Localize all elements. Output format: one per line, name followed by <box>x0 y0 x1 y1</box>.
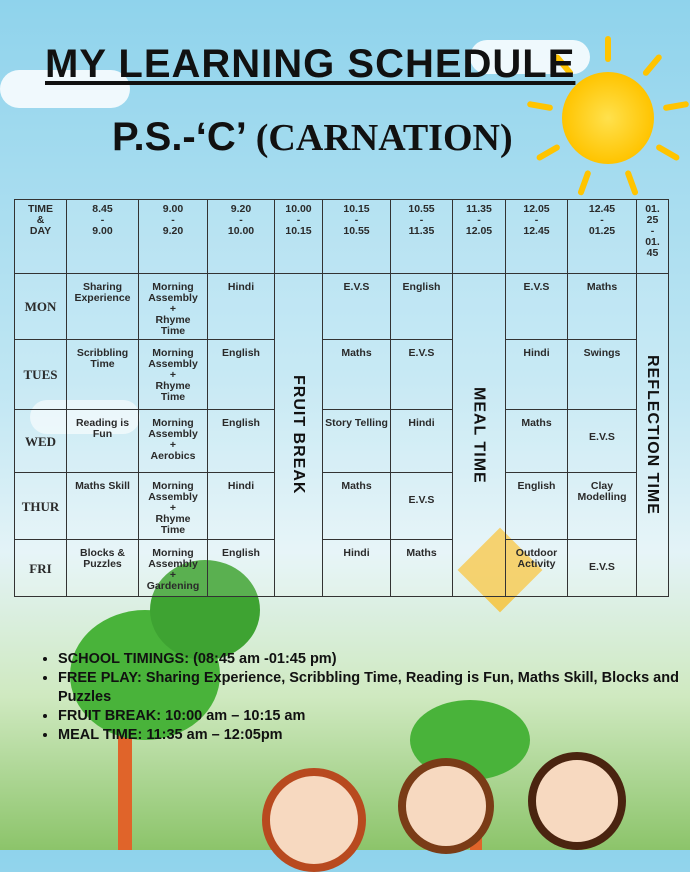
table-cell: E.V.S <box>568 540 637 597</box>
time-slot <box>453 200 506 274</box>
table-cell: E.V.S <box>568 410 637 473</box>
time-start: 10.00 <box>285 203 312 215</box>
note-item: • FRUIT BREAK: 10:00 am – 10:15 am <box>58 707 690 726</box>
table-cell: English <box>391 274 453 340</box>
cell-line: + <box>169 439 177 451</box>
day-label: FRI <box>15 540 67 597</box>
day-label: THUR <box>15 473 67 540</box>
table-cell: E.V.S <box>391 473 453 540</box>
time-dash: - <box>171 214 175 226</box>
cell-line: Rhyme <box>155 314 191 326</box>
table-cell: Maths <box>568 274 637 340</box>
table-cell: English <box>208 410 275 473</box>
time-start: 25 <box>646 214 659 226</box>
reflection-time-label: REFLECTION TIME <box>644 355 661 515</box>
header-corner <box>15 200 67 274</box>
table-row <box>15 473 669 540</box>
header-text: & <box>36 214 45 226</box>
header-text: TIME <box>27 203 54 215</box>
table-cell <box>139 410 208 473</box>
table-cell: English <box>208 540 275 597</box>
cell-line: Morning <box>152 281 194 293</box>
cell-line: Assembly <box>148 358 198 370</box>
fruit-break-cell <box>275 274 323 597</box>
notes-list <box>38 650 690 745</box>
header-text: DAY <box>29 225 52 237</box>
time-slot <box>67 200 139 274</box>
time-end: 10.55 <box>343 225 370 237</box>
cell-line: Morning <box>152 547 194 559</box>
table-cell: Outdoor Activity <box>506 540 568 597</box>
table-cell <box>139 274 208 340</box>
time-dash: - <box>239 214 243 226</box>
fruit-break-label: FRUIT BREAK <box>290 375 307 495</box>
time-end: 10.00 <box>227 225 255 237</box>
time-start: 9.20 <box>230 203 252 215</box>
table-row <box>15 410 669 473</box>
time-end: 9.00 <box>92 225 113 237</box>
time-end: 12.05 <box>465 225 493 237</box>
table-row <box>15 274 669 340</box>
time-dash: - <box>354 214 359 226</box>
table-cell: Hindi <box>208 274 275 340</box>
cell-line: Rhyme <box>155 513 191 525</box>
time-end: 10.15 <box>285 225 312 237</box>
cell-line: Assembly <box>148 558 198 570</box>
time-slot <box>568 200 637 274</box>
time-slot <box>637 200 669 274</box>
table-cell <box>139 340 208 410</box>
time-dash: - <box>600 214 604 226</box>
cell-line: Morning <box>152 417 194 429</box>
table-cell: E.V.S <box>506 274 568 340</box>
table-cell: Hindi <box>208 473 275 540</box>
table-cell <box>139 473 208 540</box>
class-prefix: P.S.-‘C’ <box>112 115 256 159</box>
time-dash: - <box>650 225 655 237</box>
page-title: MY LEARNING SCHEDULE <box>45 42 576 86</box>
schedule-table <box>14 199 669 597</box>
class-title <box>112 115 513 160</box>
time-end: 11.35 <box>408 225 435 237</box>
table-cell: Hindi <box>323 540 391 597</box>
cell-line: Assembly <box>148 428 198 440</box>
cell-line: Aerobics <box>150 450 196 462</box>
table-cell: Hindi <box>506 340 568 410</box>
time-start: 11.35 <box>466 203 492 215</box>
time-start: 10.15 <box>343 203 370 215</box>
cell-line: Morning <box>152 347 194 359</box>
cell-line: Gardening <box>146 580 200 592</box>
table-cell: Scribbling Time <box>67 340 139 410</box>
time-slot <box>139 200 208 274</box>
time-start: 12.05 <box>523 203 550 215</box>
cell-line: Assembly <box>148 292 198 304</box>
table-cell: Reading is Fun <box>67 410 139 473</box>
cell-line: + <box>169 569 177 581</box>
note-item: • FREE PLAY: Sharing Experience, Scribbling Time, Reading is Fun, Maths Skill, Blocks and Puzzles <box>58 669 690 707</box>
time-start: 9.00 <box>162 203 184 215</box>
table-cell: Maths <box>506 410 568 473</box>
day-label: WED <box>15 410 67 473</box>
cell-line: Time <box>160 325 186 337</box>
time-start: 8.45 <box>92 203 113 215</box>
class-name: (CARNATION) <box>255 117 513 159</box>
sun-icon <box>562 72 654 164</box>
time-end: 01. <box>645 236 660 248</box>
cell-line: + <box>169 502 177 514</box>
time-start: 12.45 <box>588 203 616 215</box>
time-slot <box>208 200 275 274</box>
reflection-time-cell <box>637 274 669 597</box>
table-row <box>15 540 669 597</box>
table-cell <box>139 540 208 597</box>
table-cell: Maths <box>323 473 391 540</box>
table-cell: Blocks & Puzzles <box>67 540 139 597</box>
table-cell: Hindi <box>391 410 453 473</box>
time-slot <box>323 200 391 274</box>
table-cell: English <box>208 340 275 410</box>
time-end: 01.25 <box>588 225 616 237</box>
time-end: 12.45 <box>523 225 550 237</box>
girl-illustration <box>528 752 626 850</box>
day-label: MON <box>15 274 67 340</box>
time-end: 9.20 <box>162 225 184 237</box>
table-cell: Sharing Experience <box>67 274 139 340</box>
table-cell: Clay Modelling <box>568 473 637 540</box>
cell-line: Morning <box>152 480 194 492</box>
boy-illustration <box>398 758 494 854</box>
time-end: 45 <box>646 247 659 259</box>
time-slot <box>275 200 323 274</box>
cell-line: Assembly <box>148 491 198 503</box>
time-start: 01. <box>645 203 660 215</box>
cell-line: Rhyme <box>155 380 191 392</box>
girl-illustration <box>262 768 366 872</box>
time-dash: - <box>296 214 301 226</box>
cell-line: + <box>169 369 177 381</box>
meal-time-cell <box>453 274 506 597</box>
note-item: • SCHOOL TIMINGS: (08:45 am -01:45 pm) <box>58 650 690 669</box>
time-start: 10.55 <box>408 203 435 215</box>
cell-line: Time <box>160 524 186 536</box>
time-slot <box>506 200 568 274</box>
cell-line: + <box>169 303 177 315</box>
table-cell: E.V.S <box>391 340 453 410</box>
table-cell: English <box>506 473 568 540</box>
day-label: TUES <box>15 340 67 410</box>
table-cell: Swings <box>568 340 637 410</box>
table-cell: Maths <box>391 540 453 597</box>
table-cell: Maths <box>323 340 391 410</box>
time-dash: - <box>534 214 539 226</box>
time-dash: - <box>419 214 424 226</box>
table-cell: Maths Skill <box>67 473 139 540</box>
table-cell: E.V.S <box>323 274 391 340</box>
time-dash: - <box>100 214 105 226</box>
table-cell: Story Telling <box>323 410 391 473</box>
time-dash: - <box>477 214 481 226</box>
table-row <box>15 340 669 410</box>
note-item: • MEAL TIME: 11:35 am – 12:05pm <box>58 726 690 745</box>
time-slot <box>391 200 453 274</box>
cell-line: Time <box>160 391 186 403</box>
meal-time-label: MEAL TIME <box>470 386 488 484</box>
table-header-row <box>15 200 669 274</box>
